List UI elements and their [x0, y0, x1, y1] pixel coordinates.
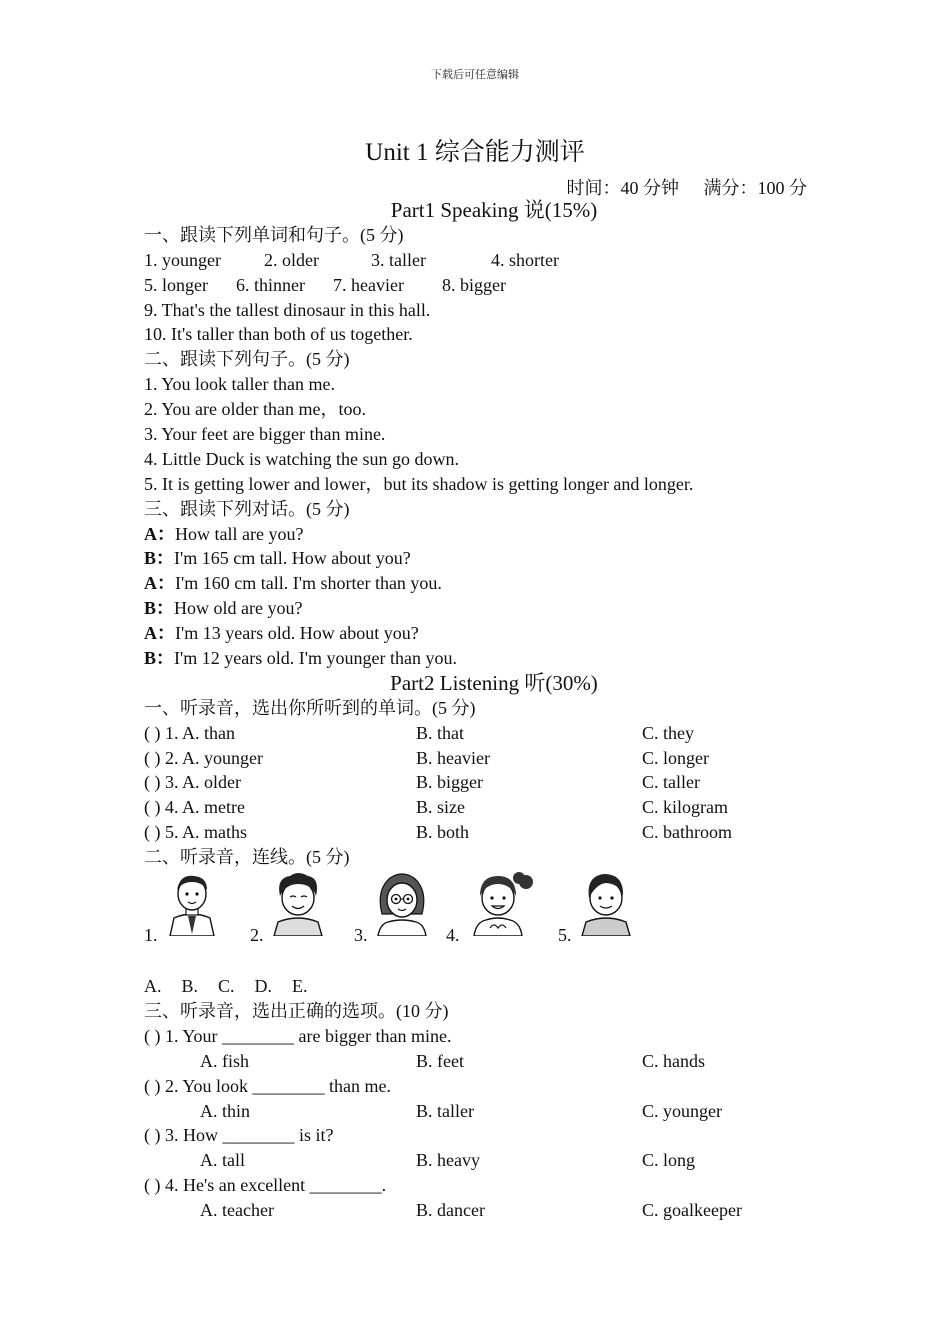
dialogue-line: [144, 546, 824, 571]
girl-buns-icon: [464, 870, 534, 936]
dialogue-text: I'm 12 years old. I'm younger than you.: [174, 648, 457, 669]
dialogue-text: How tall are you?: [175, 523, 304, 544]
option-b: B. both: [416, 822, 470, 843]
picture-item-4: [446, 870, 566, 948]
option-b: B. heavier: [416, 747, 490, 768]
option-b: B. dancer: [416, 1200, 485, 1221]
spacer: [144, 948, 824, 974]
option-a: A. thin: [200, 1100, 251, 1121]
section-heading: 二、跟读下列句子。(5 分): [144, 349, 350, 370]
question-stem: ( ) 1. Your ________ are bigger than mine.: [144, 1025, 452, 1046]
dialogue-text: I'm 160 cm tall. I'm shorter than you.: [175, 573, 442, 594]
option-b: B. that: [416, 722, 464, 743]
full-score: 满分：100 分: [703, 178, 807, 198]
picture-number: 3.: [354, 925, 368, 946]
options-row: [144, 1049, 824, 1074]
sentence: 4. Little Duck is watching the sun go down.: [144, 448, 459, 469]
option-c: C. kilogram: [642, 797, 728, 818]
word-item: 6. thinner: [236, 274, 305, 295]
picture-item-5: [558, 870, 678, 948]
question-option-a: ( ) 2. A. younger: [144, 747, 263, 768]
word-item: 5. longer: [144, 274, 208, 295]
dialogue-text: I'm 165 cm tall. How about you?: [174, 548, 411, 569]
dialogue-line: [144, 522, 824, 547]
word-item: 2. older: [264, 249, 319, 270]
picture-number: 2.: [250, 925, 264, 946]
word-item: 4. shorter: [491, 249, 559, 270]
word-item: 1. younger: [144, 249, 221, 270]
speaker-label: A：: [144, 523, 175, 544]
option-b: B. taller: [416, 1100, 474, 1121]
sentence: 10. It's taller than both of us together.: [144, 324, 413, 345]
dialogue-text: I'm 13 years old. How about you?: [175, 623, 419, 644]
option-b: B. heavy: [416, 1150, 480, 1171]
question-stem: ( ) 4. He's an excellent ________.: [144, 1175, 387, 1196]
section-heading: 一、听录音，选出你所听到的单词。(5 分): [144, 697, 476, 718]
page-title: Unit 1 综合能力测评: [365, 139, 585, 166]
options-row: [144, 1148, 824, 1173]
word-item: 7. heavier: [333, 274, 404, 295]
speaker-label: A：: [144, 573, 175, 594]
option-c: C. they: [642, 722, 694, 743]
option-c: C. younger: [642, 1100, 722, 1121]
speaker-label: A：: [144, 623, 175, 644]
question-stem: ( ) 3. How ________ is it?: [144, 1125, 334, 1146]
picture-row: [144, 870, 824, 948]
section-heading: 二、听录音，连线。(5 分): [144, 847, 350, 868]
part1-title: Part1 Speaking 说(15%): [390, 198, 598, 222]
picture-item-1: [144, 870, 264, 948]
letter-option: B.: [181, 976, 199, 997]
content: [144, 198, 824, 1223]
dialogue-text: How old are you?: [174, 598, 303, 619]
dialogue-line: [144, 621, 824, 646]
exam-meta: [567, 174, 808, 200]
picture-number: 5.: [558, 925, 572, 946]
question-row: [144, 746, 824, 771]
option-c: C. hands: [642, 1050, 705, 1071]
question-option-a: ( ) 1. A. than: [144, 722, 235, 743]
section-heading: 一、跟读下列单词和句子。(5 分): [144, 224, 404, 245]
curly-hair-boy-icon: [268, 870, 328, 936]
question-row: [144, 795, 824, 820]
letter-option: C.: [218, 976, 235, 997]
answer-letters: [144, 974, 824, 999]
word-item: 8. bigger: [442, 274, 506, 295]
option-a: A. fish: [200, 1050, 249, 1071]
sentence: 9. That's the tallest dinosaur in this hall.: [144, 299, 431, 320]
speaker-label: B：: [144, 598, 175, 619]
section-heading: 三、跟读下列对话。(5 分): [144, 498, 350, 519]
sentence: 2. You are older than me，too.: [144, 399, 366, 420]
dialogue-line: [144, 571, 824, 596]
option-c: C. bathroom: [642, 822, 732, 843]
sentence: 5. It is getting lower and lower，but its shadow is getting longer and longer.: [144, 473, 694, 494]
girl-glasses-icon: [372, 870, 432, 936]
option-c: C. long: [642, 1150, 696, 1171]
sentence: 1. You look taller than me.: [144, 374, 335, 395]
speaker-label: B：: [144, 648, 175, 669]
letter-option: A.: [144, 976, 162, 997]
letter-option: E.: [292, 976, 308, 997]
option-c: C. goalkeeper: [642, 1200, 742, 1221]
option-b: B. feet: [416, 1050, 464, 1071]
question-stem: ( ) 2. You look ________ than me.: [144, 1075, 391, 1096]
boy-tie-icon: [162, 870, 222, 936]
dialogue-line: [144, 646, 824, 671]
speaker-label: B：: [144, 548, 175, 569]
option-a: A. teacher: [200, 1200, 274, 1221]
question-row: [144, 770, 824, 795]
option-c: C. longer: [642, 747, 709, 768]
part2-title: Part2 Listening 听(30%): [390, 670, 598, 695]
word-item: 3. taller: [371, 249, 426, 270]
word-row-1: [144, 248, 824, 273]
picture-number: 1.: [144, 925, 158, 946]
picture-item-2: [250, 870, 370, 948]
picture-number: 4.: [446, 925, 460, 946]
options-row: [144, 1198, 824, 1223]
question-option-a: ( ) 4. A. metre: [144, 797, 245, 818]
option-b: B. size: [416, 797, 465, 818]
header-note: 下载后可任意编辑: [431, 69, 519, 81]
time-limit: 时间：40 分钟: [566, 178, 679, 198]
options-row: [144, 1099, 824, 1124]
option-b: B. bigger: [416, 772, 483, 793]
option-c: C. taller: [642, 772, 700, 793]
question-option-a: ( ) 3. A. older: [144, 772, 241, 793]
sentence: 3. Your feet are bigger than mine.: [144, 424, 386, 445]
question-option-a: ( ) 5. A. maths: [144, 822, 247, 843]
option-a: A. tall: [200, 1150, 245, 1171]
question-row: [144, 721, 824, 746]
letter-option: D.: [254, 976, 273, 997]
section-heading: 三、听录音，选出正确的选项。(10 分): [144, 1000, 449, 1021]
question-row: [144, 820, 824, 845]
dialogue-line: [144, 596, 824, 621]
word-row-2: [144, 273, 824, 298]
boy-parting-icon: [576, 870, 636, 936]
